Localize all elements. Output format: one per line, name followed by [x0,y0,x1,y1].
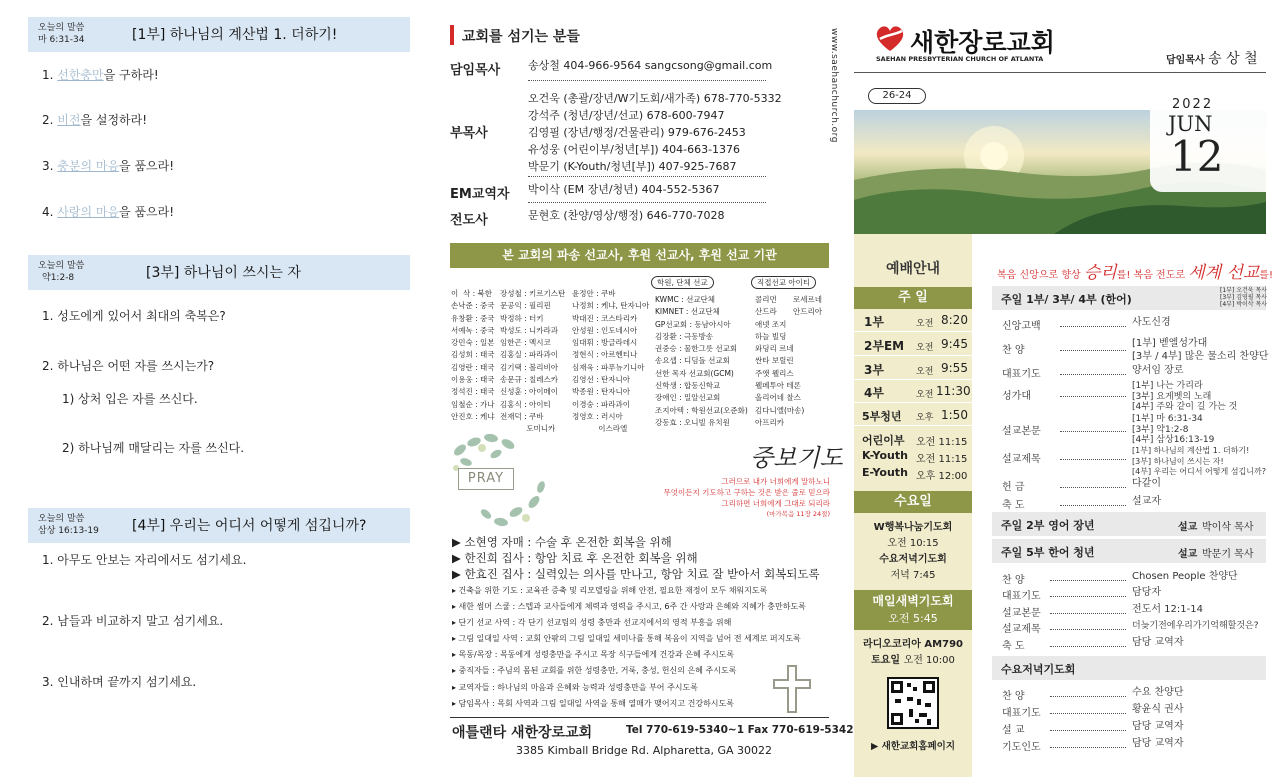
question-item: 2. 하나님은 어떤 자를 쓰시는가? [42,359,215,373]
slogan: 복음 신앙으로 향상 승리를! 복음 전도로 세계 선교를! [997,263,1273,283]
sermon-header-3 [28,508,410,543]
heading-accent [450,25,454,45]
mission-heading: 본 교회의 파송 선교사, 후원 선교사, 후원 선교 기관 [450,243,829,268]
homepage-link[interactable]: ▶ 새한교회홈페이지 [870,741,956,752]
mission-col: 로세르네 안드리아 [793,295,822,317]
staff-list: 오건욱 (총괄/장년/W기도회/새가족) 678-770-5332 강석주 (청년/장년/선교) 678-600-7947 김영필 (장년/행정/건물관리) 979-676-2453 유성웅 (어린이부/청년[부]) 404-663-1376 박문기 (K-Youth/청년[부]) 407-925-7687 [528,92,782,173]
wednesday-services: W행복나눔기도회 오전 10:15 수요저녁기도회 저녁 7:45 [873,522,953,581]
church-logo-icon [874,25,906,53]
sermon-ref: 약1:2-8 [42,273,75,283]
section-header: 수요저녁기도회 [992,656,1266,680]
sermon-ref: 마 6:31-34 [38,35,85,45]
question-item: 4. 사랑의 마음을 품으라! [42,205,175,219]
question-item: 1. 선한충만을 구하라! [42,68,159,82]
mission-col: 윤정안 : 쿠바 나정희 : 케냐, 탄자니아 박대진 : 코스타리카 안성원 : 인도네시아 임대휘 : 방글라데시 정현식 : 아르헨티나 심재욱 : 파푸뉴기니아 김영선 : 탄자니아 박종원 : 탄자니아 이경숭 : 파라과이 정영호 : 러시아 이스라엘 [572,289,650,434]
question-item: 1) 상처 입은 자를 쓰신다. [62,392,198,406]
footer-rule [450,717,829,718]
sermon-title: [1부] 하나님의 계산법 1. 더하기! [132,27,338,43]
staff-info: 문현호 (찬양/영상/행정) 646-770-7028 [528,209,725,222]
sermon-tag: 오늘의 말씀 [38,514,85,524]
staff-info: 송상철 404-966-9564 sangcsong@gmail.com [528,59,773,72]
footer-church-name: 애틀랜타 새한장로교회 [452,725,593,741]
radio-info: 라디오코리아 AM790 토요일 오전 10:00 [862,639,963,666]
prayer-list: ▶ 소현영 자매 : 수술 후 온전한 회복을 위해 ▶ 한진희 집사 : 항암 치료 후 온전한 회복을 위해 ▶ 한효진 집사 : 실력있는 의사를 만나고, 항암 치료 잘 받아서 회복되도록 [452,535,820,581]
divider [528,202,766,203]
staff-info: 박이삭 (EM 장년/청년) 404-552-5367 [528,183,720,196]
mission-subtitle: 직접선교 아이티 [751,276,816,289]
section-header: 주일 2부 영어 장년 설교 박이삭 목사 [992,512,1266,536]
staff-heading: 교회를 섬기는 분들 [462,29,580,45]
mission-col: 장성철 : 키르기스탄 문공익 : 필리핀 박정하 : 터키 박성도 : 니카라과 임한곤 : 멕시코 김홍실 : 파라과이 김기택 : 볼리비아 송문규 : 칠레스카 신성훈 : 아이메이 김홍식 : 아이티 전재덕 : 쿠바 도미니카 [500,289,566,434]
website-link[interactable]: www.saehanchurch.org [829,28,839,143]
prayer-list-small: ▸ 건축을 위한 기도 : 교육관 증축 및 리모델링을 위해 안전, 필요한 재정이 모두 채워지도록 ▸ 새한 썸머 스쿨 : 스텝과 교사들에게 체력과 영력을 주시고, 6주 간 사랑과 은혜와 지혜가 충만하도록 ▸ 단기 선교 사역 : 각 단기 선교팀의 성령 충만과 선교지에서의 영적 부흥을 위해 ▸ 그림 일대일 사역 : 교회 안팎의 그림 일대일 세미나를 통해 복음이 지역을 넘어 전 세계로 퍼지도록 ▸ 목동/목장 : 목동에게 성령충만을 주시고 목장 식구들에게 건강과 은혜 주시도록 ▸ 중직자들 : 주님의 몸된 교회를 위한 성령충만, 거룩, 충성, 헌신의 은혜 주시도록 ▸ 교역자들 : 하나님의 마음과 은혜와 능력과 성령충만을 부어 주시도록 ▸ 담임목사 : 목회 사역과 그림 일대일 사역을 통해 열매가 맺어지고 건강하시도록 [452,586,806,708]
sermon-header-1 [28,17,410,52]
footer-phone: Tel 770-619-5340~1 Fax 770-619-5342 [626,724,854,736]
sermon-tag: 오늘의 말씀 [38,261,85,271]
mission-col: 콜리먼 산드라 애넷 조지 하늘 빌딩 와딩리 르네 싼타 보릴린 주앳 웰리스 웰페투아 테론 올리어네 찰스 김다니엘(마송) 아프리카 [755,295,805,427]
question-item: 3. 인내하며 끝까지 섬기세요. [42,675,197,689]
footer-address: 3385 Kimball Bridge Rd. Alpharetta, GA 30022 [516,744,773,757]
divider [528,176,766,177]
wednesday-bar: 수요일 [854,491,972,513]
church-name: 새한장로교회 [910,28,1055,57]
issue-badge: 26-24 [868,88,926,104]
church-name-en: SAEHAN PRESBYTERIAN CHURCH OF ATLANTA [876,55,1044,63]
section-header: 주일 5부 한어 청년 설교 박문기 목사 [992,539,1266,563]
pastor-label: 담임목사 송 상 철 [1166,51,1258,67]
question-item: 2. 남들과 비교하지 말고 섬기세요. [42,614,224,628]
question-item: 2. 비전을 설정하라! [42,113,148,127]
dawn-prayer-bar: 매일새벽기도회 오전 5:45 [854,590,972,630]
staff-label: 전도사 [450,213,488,228]
date-year: 2022 [1172,97,1214,112]
divider [528,80,766,81]
pray-wreath [446,432,556,532]
sunday-bar: 주 일 [854,287,972,309]
question-item: 1. 성도에게 있어서 최대의 축복은? [42,309,226,323]
sermon-ref: 삼상 16:13-19 [38,526,99,536]
pray-badge: PRAY [458,468,514,490]
sermon-title: [4부] 우리는 어디서 어떻게 섬깁니까? [132,518,367,534]
worship-guide-title: 예배안내 [885,261,941,277]
question-item: 1. 아무도 안보는 자리에서도 섬기세요. [42,553,247,567]
mission-col: KWMC : 선교단체 KIMNET : 선교단체 GP선교회 : 동남아시아 김장환 : 극동방송 권중승 : 물한그릇 선교회 송요셉 : 디딤돌 선교회 선한 목자 선교회(GCM) 신학생 : 합동신학교 장애인 : 밀알선교회 조지아텍 : 학원선교(오준화) 강동효 : 오니빌 유치원 [655,295,748,427]
sermon-tag: 오늘의 말씀 [38,23,85,33]
date-day: 12 [1170,132,1224,181]
mission-subtitle: 학원, 단체 선교 [651,276,714,289]
staff-label: 담임목사 [450,63,501,78]
date-box [1150,90,1266,192]
mission-col: 이 삭 : 북한 손낙준 : 중국 유창환 : 중국 서예녹 : 중국 강민숙 : 일본 김성희 : 태국 김영란 : 태국 이용웅 : 태국 정석진 : 태국 임철순 : 가나 안진호 : 케냐 [451,289,495,421]
date-month: JUN [1168,112,1213,136]
header-rule [854,72,1266,73]
cross-icon [766,664,826,714]
sermon-title: [3부] 하나님이 쓰시는 자 [146,265,301,281]
pray-title: 중보기도 [750,444,843,472]
question-item: 2) 하나님께 매달리는 자를 쓰신다. [62,441,245,455]
staff-label: EM교역자 [450,187,510,202]
question-item: 3. 충분의 마음을 품으라! [42,159,175,173]
sermon-header-2 [28,255,410,290]
qr-code-icon[interactable] [887,677,939,729]
scripture-verse: 그러므로 내가 너희에게 말하노니 무엇이든지 기도하고 구하는 것은 받은 줄로 믿으라 그리하면 너희에게 그대로 되리라 (마가복음 11장 24절) [663,477,830,518]
section-header: 주일 1부/ 3부/ 4부 (한어) [1부] 오건욱 목사 [3부] 김영필 목사 [4부] 박이삭 목사 [992,286,1266,310]
staff-label: 부목사 [450,126,488,141]
